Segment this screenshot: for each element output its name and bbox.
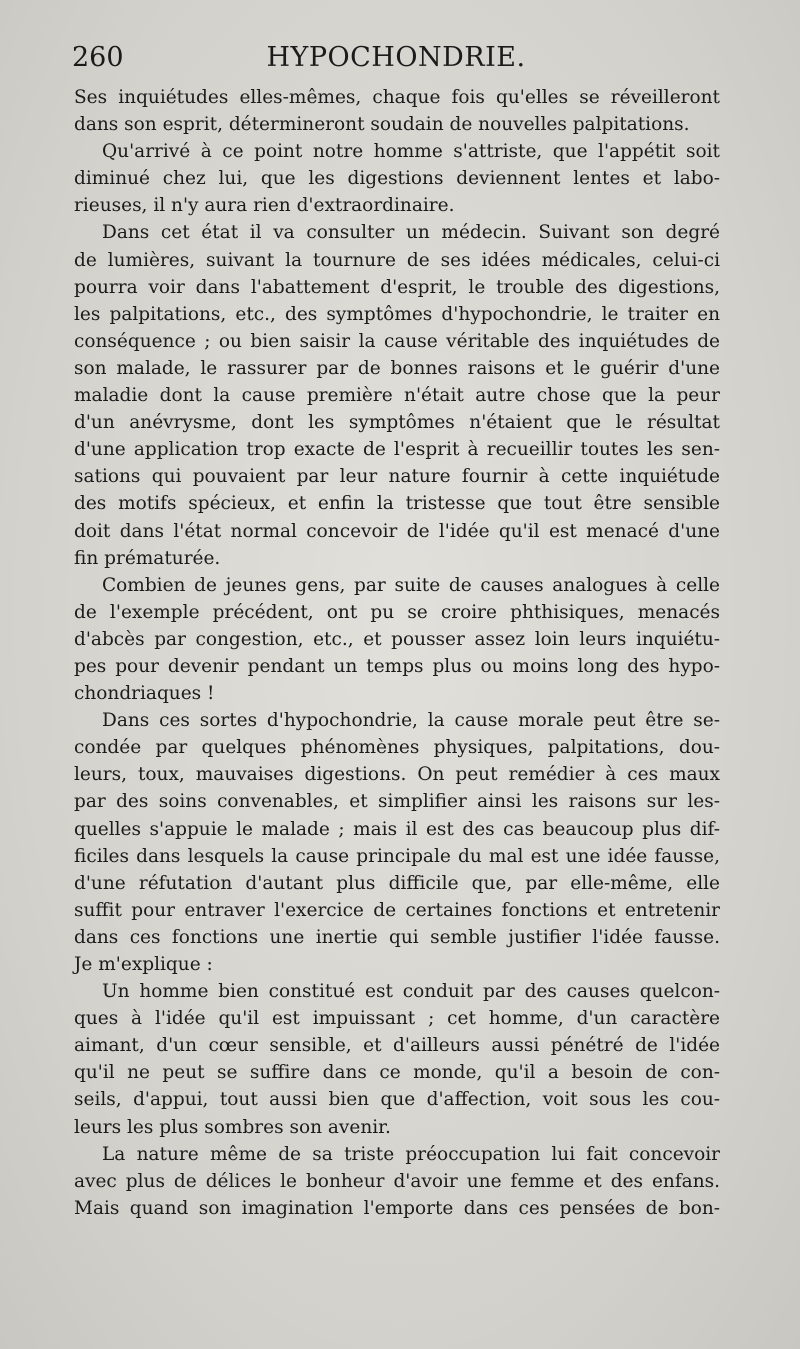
text-line: chondriaques ! <box>74 683 215 705</box>
text-line: leurs, toux, mauvaises digestions. On peut remédier à ces maux <box>74 764 720 786</box>
text-line: dans ces fonctions une inertie qui semble justifier l'idée fausse. <box>74 926 720 948</box>
page-number: 260 <box>72 42 124 73</box>
text-line: des motifs spécieux, et enfin la tristesse que tout être sensible <box>74 493 720 515</box>
text-line: d'un anévrysme, dont les symptômes n'étaient que le résultat <box>74 412 720 434</box>
text-line: de lumières, suivant la tournure de ses idées médicales, celui-ci <box>74 249 720 271</box>
text-line: avec plus de délices le bonheur d'avoir une femme et des enfans. <box>74 1170 720 1192</box>
body-text <box>74 84 720 1222</box>
text-line: rieuses, il n'y aura rien d'extraordinaire. <box>74 195 455 217</box>
text-line: pes pour devenir pendant un temps plus ou moins long des hypo- <box>74 655 720 677</box>
text-line: sations qui pouvaient par leur nature fournir à cette inquiétude <box>74 466 720 488</box>
text-line: seils, d'appui, tout aussi bien que d'affection, voit sous les cou- <box>74 1089 720 1111</box>
text-line: condée par quelques phénomènes physiques, palpitations, dou- <box>74 737 720 759</box>
page-header <box>72 36 720 80</box>
text-line: d'une application trop exacte de l'esprit à recueillir toutes les sen- <box>74 439 720 461</box>
text-line: ficiles dans lesquels la cause principale du mal est une idée fausse, <box>74 845 720 867</box>
text-line: Combien de jeunes gens, par suite de causes analogues à celle <box>102 574 720 596</box>
text-line: Dans cet état il va consulter un médecin. Suivant son degré <box>102 222 720 244</box>
text-line: La nature même de sa triste préoccupation lui fait concevoir <box>102 1143 720 1165</box>
text-line: ques à l'idée qu'il est impuissant ; cet homme, d'un caractère <box>74 1008 720 1030</box>
text-line: les palpitations, etc., des symptômes d'hypochondrie, le traiter en <box>74 303 720 325</box>
text-line: aimant, d'un cœur sensible, et d'ailleurs aussi pénétré de l'idée <box>74 1035 720 1057</box>
text-line: quelles s'appuie le malade ; mais il est des cas beaucoup plus dif- <box>74 818 720 840</box>
text-line: Un homme bien constitué est conduit par des causes quelcon- <box>102 981 720 1003</box>
text-line: de l'exemple précédent, ont pu se croire phthisiques, menacés <box>74 601 720 623</box>
text-line: d'abcès par congestion, etc., et pousser assez loin leurs inquiétu- <box>74 628 720 650</box>
text-line: doit dans l'état normal concevoir de l'idée qu'il est menacé d'une <box>74 520 720 542</box>
text-line: Ses inquiétudes elles-mêmes, chaque fois qu'elles se réveilleront <box>74 87 720 108</box>
text-line: suffit pour entraver l'exercice de certaines fonctions et entretenir <box>74 899 720 921</box>
text-line: Qu'arrivé à ce point notre homme s'attriste, que l'appétit soit <box>102 141 720 163</box>
text-line: dans son esprit, détermineront soudain de nouvelles palpitations. <box>74 114 690 136</box>
text-line: d'une réfutation d'autant plus difficile que, par elle-même, elle <box>74 872 720 894</box>
text-line: diminué chez lui, que les digestions deviennent lentes et labo- <box>74 168 720 190</box>
text-line: Je m'explique : <box>74 954 213 975</box>
text-line: Dans ces sortes d'hypochondrie, la cause morale peut être se- <box>102 710 720 732</box>
text-line: par des soins convenables, et simplifier ainsi les raisons sur les- <box>74 791 720 813</box>
text-line: Mais quand son imagination l'emporte dans ces pensées de bon- <box>74 1197 720 1219</box>
text-line: maladie dont la cause première n'était autre chose que la peur <box>74 385 720 407</box>
text-line: qu'il ne peut se suffire dans ce monde, qu'il a besoin de con- <box>74 1062 720 1084</box>
text-line: conséquence ; ou bien saisir la cause véritable des inquiétudes de <box>74 330 720 352</box>
text-line: son malade, le rassurer par de bonnes raisons et le guérir d'une <box>74 357 720 379</box>
text-line: pourra voir dans l'abattement d'esprit, le trouble des digestions, <box>74 276 720 298</box>
running-title: HYPOCHONDRIE. <box>266 42 526 73</box>
text-line: leurs les plus sombres son avenir. <box>74 1116 391 1138</box>
text-line: fin prématurée. <box>74 547 221 569</box>
